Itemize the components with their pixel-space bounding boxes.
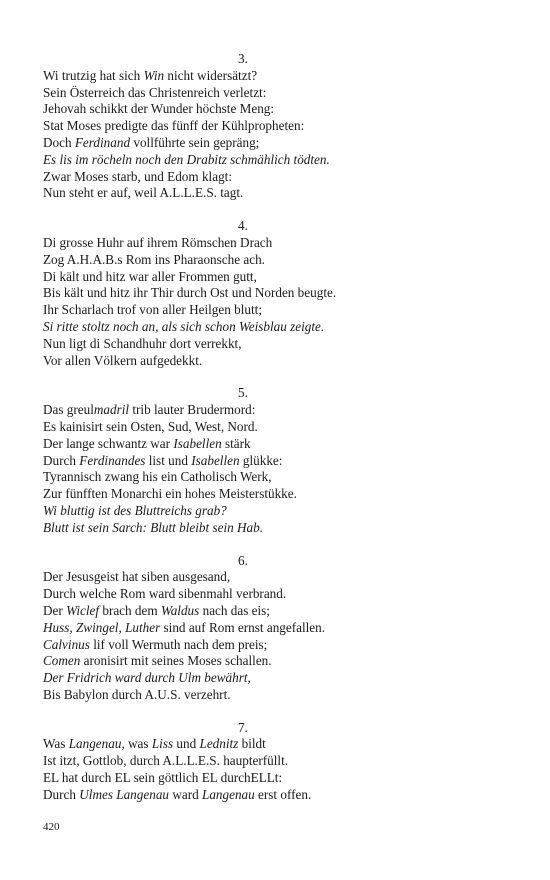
verse-line	[43, 235, 443, 252]
verse-text-run: vollführte sein gepräng;	[130, 134, 260, 150]
verse-line	[43, 336, 443, 353]
verse-italic-run: Liss	[151, 736, 174, 752]
verse-line	[43, 169, 443, 186]
verse-text-run: erst offen.	[254, 786, 312, 802]
verse-text-run: Zwar Moses starb, und Edom klagt:	[43, 168, 232, 184]
verse-text-run: Vor allen Völkern aufgedekkt.	[43, 352, 203, 368]
verse-text-run: Das greul	[43, 402, 94, 418]
verse-italic-run: Ulmes Langenau	[79, 786, 170, 802]
verse-text-run: Tyrannisch zwang his ein Catholisch Werk,	[43, 469, 272, 485]
verse-text-run: Was	[43, 736, 69, 752]
stanza-number: 7.	[238, 719, 248, 735]
verse-line	[43, 520, 443, 537]
verse-line	[43, 620, 443, 637]
verse-line	[43, 436, 443, 453]
verse-line	[43, 118, 443, 135]
verse-line	[43, 453, 443, 470]
verse-line	[43, 753, 443, 770]
verse-text-run: ward	[169, 786, 202, 802]
verse-text-run: Bis kält und hitz ihr Thir durch Ost und Norden beugte.	[43, 285, 337, 301]
verse-line	[43, 402, 443, 419]
verse-line	[43, 687, 443, 704]
verse-text-run: list und	[145, 452, 192, 468]
verse-italic-run: Lednitz	[199, 736, 239, 752]
verse-line	[43, 152, 443, 169]
verse-line	[43, 787, 443, 804]
verse-text-run: Stat Moses predigte das fünff der Kühlpropheten:	[43, 118, 305, 134]
verse-italic-run: Ferdinand	[74, 134, 131, 150]
verse-italic-run: Huss, Zwingel, Luther	[43, 619, 161, 635]
verse-line	[43, 101, 443, 118]
stanza-lines	[43, 68, 443, 202]
verse-line	[43, 469, 443, 486]
stanza	[43, 218, 443, 369]
verse-text-run: brach dem	[99, 602, 161, 618]
verse-line	[43, 670, 443, 687]
verse-italic-run: Blutt ist sein Sarch: Blutt bleibt sein Hab.	[43, 519, 264, 535]
stanza-lines	[43, 736, 443, 803]
verse-line	[43, 319, 443, 336]
verse-text-run: Der lange schwantz war	[43, 435, 174, 451]
verse-italic-run: Langenau,	[68, 736, 125, 752]
verse-italic-run: Isabellen	[173, 435, 222, 451]
verse-text-run: aronisirt mit seines Moses schallen.	[80, 653, 272, 669]
stanza-lines	[43, 235, 443, 369]
stanza	[43, 385, 443, 536]
verse-line	[43, 135, 443, 152]
verse-line	[43, 736, 443, 753]
verse-text-run: Ihr Scharlach trof von aller Heilgen blutt;	[43, 302, 262, 318]
verse-text-run: Doch	[43, 134, 75, 150]
verse-text-run: Di grosse Huhr auf ihrem Römschen Drach	[43, 234, 273, 250]
verse-text-run: lif voll Wermuth nach dem preis;	[89, 636, 268, 652]
verse-text-run: glükke:	[239, 452, 283, 468]
verse-italic-run: Wi bluttig ist des Bluttreichs grab?	[43, 502, 227, 518]
verse-text-run: EL hat durch EL sein göttlich EL durchELLt:	[43, 770, 283, 786]
verse-line	[43, 185, 443, 202]
verse-text-run: Bis Babylon durch A.U.S. verzehrt.	[43, 686, 231, 702]
verse-italic-run: Langenau	[201, 786, 255, 802]
verse-italic-run: Waldus	[160, 602, 200, 618]
verse-text-run: Di kält und hitz war aller Frommen gutt,	[43, 268, 257, 284]
verse-text-run: Es kainisirt sein Osten, Sud, West, Nord.	[43, 418, 258, 434]
verse-text-run: Der	[43, 602, 67, 618]
verse-text-run: Durch	[43, 786, 80, 802]
stanza	[43, 720, 443, 804]
verse-text-run: Zog A.H.A.B.s Rom ins Pharaonsche ach.	[43, 251, 265, 267]
verse-line	[43, 285, 443, 302]
verse-text-run: Sein Österreich das Christenreich verletzt:	[43, 84, 267, 100]
verse-line	[43, 653, 443, 670]
stanza-number: 4.	[238, 218, 248, 234]
stanza-number: 5.	[238, 385, 248, 401]
verse-line	[43, 85, 443, 102]
verse-text-run: Jehovah schikkt der Wunder höchste Meng:	[43, 101, 275, 117]
verse-italic-run: Es lis im röcheln noch den Drabitz schmählich tödten.	[43, 151, 330, 167]
verse-italic-run: madril	[93, 402, 130, 418]
verse-line	[43, 503, 443, 520]
verse-text-run: sind auf Rom ernst angefallen.	[160, 619, 326, 635]
verse-text-run: Zur fünfften Monarchi ein hohes Meisterstükke.	[43, 486, 297, 502]
verse-italic-run: Der Fridrich ward durch Ulm bewährt,	[43, 670, 251, 686]
verse-text-run: Durch welche Rom ward sibenmahl verbrand.	[43, 586, 287, 602]
verse-text-run: stärk	[221, 435, 251, 451]
verse-line	[43, 269, 443, 286]
verse-text-run: was	[124, 736, 152, 752]
verse-text-run: bildt	[238, 736, 266, 752]
stanza	[43, 51, 443, 202]
verse-line	[43, 68, 443, 85]
verse-text-run: und	[173, 736, 200, 752]
verse-line	[43, 770, 443, 787]
verse-line	[43, 419, 443, 436]
stanza-number: 6.	[238, 552, 248, 568]
verse-italic-run: Calvinus	[43, 636, 90, 652]
verse-line	[43, 486, 443, 503]
verse-text-run: nach das eis;	[199, 602, 270, 618]
verse-text-run: Der Jesusgeist hat siben ausgesand,	[43, 569, 231, 585]
verse-text-run: Ist itzt, Gottlob, durch A.L.L.E.S. haupterfüllt.	[43, 753, 289, 769]
stanza-lines	[43, 569, 443, 703]
poem-page	[43, 51, 443, 820]
verse-text-run: nicht widersätzt?	[164, 67, 258, 83]
verse-line	[43, 569, 443, 586]
verse-italic-run: Comen	[43, 653, 81, 669]
verse-line	[43, 603, 443, 620]
verse-italic-run: Win	[143, 67, 165, 83]
stanza-lines	[43, 402, 443, 536]
verse-line	[43, 302, 443, 319]
verse-line	[43, 637, 443, 654]
verse-italic-run: Si ritte stoltz noch an, als sich schon Weisblau zeigte.	[43, 318, 325, 334]
verse-text-run: Nun steht er auf, weil A.L.L.E.S. tagt.	[43, 185, 244, 201]
verse-text-run: Durch	[43, 452, 80, 468]
stanza	[43, 553, 443, 704]
verse-text-run: Nun ligt di Schandhuhr dort verrekkt,	[43, 335, 242, 351]
verse-italic-run: Isabellen	[191, 452, 240, 468]
verse-text-run: Wi trutzig hat sich	[43, 67, 144, 83]
verse-italic-run: Wiclef	[66, 602, 100, 618]
verse-italic-run: Ferdinandes	[79, 452, 146, 468]
verse-line	[43, 252, 443, 269]
verse-line	[43, 353, 443, 370]
stanza-number: 3.	[238, 51, 248, 66]
page-number: 420	[43, 821, 60, 833]
verse-text-run: trib lauter Brudermord:	[129, 402, 256, 418]
verse-line	[43, 586, 443, 603]
